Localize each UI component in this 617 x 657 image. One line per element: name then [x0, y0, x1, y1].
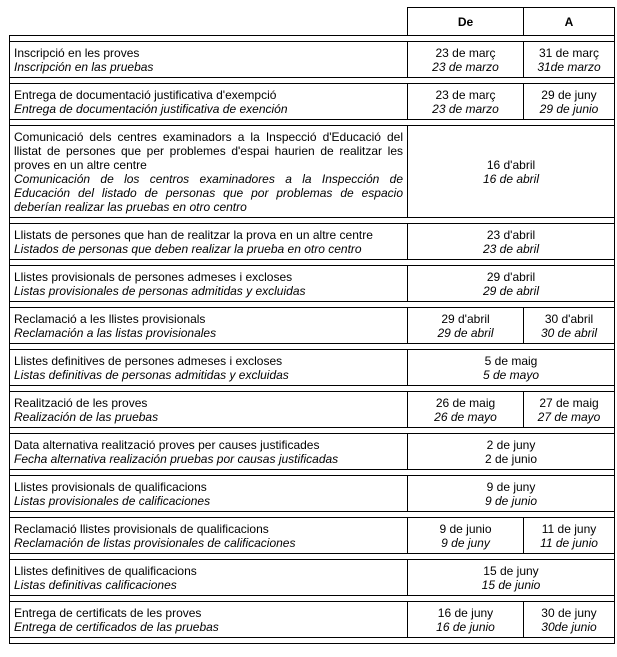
- table-header-row: [10, 8, 615, 36]
- row-description: [10, 434, 408, 470]
- description-catalan: Comunicació dels centres examinadors a la Inspecció d'Educació del llistat de persones que per problemes d'espai haurien de realitzar les proves en un altre centre: [14, 129, 403, 172]
- description-catalan: Llistes provisionals de persones admeses i excloses: [14, 269, 293, 284]
- date-from-spanish: 26 de mayo: [434, 409, 497, 424]
- row-description: [10, 392, 408, 428]
- description-spanish: Comunicación de los centros examinadores a la Inspección de Educación del listado de personas que por problemas de espacio deberían realizar las pruebas en otro centro: [14, 171, 403, 214]
- description-spanish: Fecha alternativa realización pruebas por causas justificadas: [14, 451, 339, 466]
- table-row: [10, 434, 615, 470]
- date-from-spanish: 29 de abril: [437, 325, 494, 340]
- row-description: [10, 224, 408, 260]
- date-single: [408, 224, 615, 260]
- table-row: [10, 602, 615, 638]
- date-to-catalan: 31 de març: [538, 45, 600, 60]
- date-from-catalan: 23 de març: [435, 45, 496, 60]
- date-catalan: 2 de juny: [486, 437, 536, 452]
- description-catalan: Reclamació llistes provisionals de qualificacions: [14, 521, 269, 536]
- row-description: [10, 350, 408, 386]
- date-to-catalan: 27 de maig: [539, 395, 599, 410]
- date-single: [408, 560, 615, 596]
- table-row: [10, 126, 615, 218]
- date-from-spanish: 23 de marzo: [432, 59, 499, 74]
- description-spanish: Reclamación de listas provisionales de calificaciones: [14, 535, 296, 550]
- table-row: [10, 308, 615, 344]
- description-spanish: Listas definitivas de personas admitidas y excluidas: [14, 367, 289, 382]
- description-spanish: Listados de personas que deben realizar la prueba en otro centro: [14, 241, 362, 256]
- date-from-catalan: 26 de maig: [435, 395, 496, 410]
- date-to-catalan: 30 d'abril: [544, 311, 594, 326]
- description-spanish: Listas definitivas calificaciones: [14, 577, 177, 592]
- date-to: [524, 518, 615, 554]
- date-from: [408, 42, 524, 78]
- header-from: De: [408, 8, 524, 36]
- header-to: A: [524, 8, 615, 36]
- row-description: [10, 84, 408, 120]
- date-spanish: 23 de abril: [482, 241, 540, 256]
- row-description: [10, 560, 408, 596]
- row-description: [10, 308, 408, 344]
- date-from-spanish: 23 de marzo: [432, 101, 499, 116]
- description-catalan: Data alternativa realització proves per causes justificades: [14, 437, 320, 452]
- date-single: [408, 476, 615, 512]
- description-catalan: Reclamació a les llistes provisionals: [14, 311, 206, 326]
- description-spanish: Entrega de documentación justificativa de exención: [14, 101, 288, 116]
- date-from: [408, 518, 524, 554]
- row-spacer: [10, 638, 615, 644]
- date-single: [408, 350, 615, 386]
- date-from-catalan: 16 de juny: [437, 605, 494, 620]
- row-description: [10, 518, 408, 554]
- date-catalan: 9 de juny: [486, 479, 536, 494]
- date-from: [408, 308, 524, 344]
- table-row: [10, 350, 615, 386]
- date-catalan: 16 d'abril: [486, 157, 536, 172]
- date-to: [524, 308, 615, 344]
- table-row: [10, 560, 615, 596]
- row-description: [10, 476, 408, 512]
- date-to-catalan: 30 de juny: [541, 605, 597, 620]
- row-description: [10, 126, 408, 218]
- table-row: [10, 518, 615, 554]
- date-to-spanish: 30 de abril: [540, 325, 598, 340]
- description-catalan: Llistes definitives de qualificacions: [14, 563, 197, 578]
- header-blank-cell: [10, 8, 408, 36]
- date-to: [524, 84, 615, 120]
- date-catalan: 29 d'abril: [486, 269, 536, 284]
- table-row: [10, 42, 615, 78]
- date-to: [524, 602, 615, 638]
- date-to-spanish: 27 de mayo: [537, 409, 601, 424]
- date-to-catalan: 11 de juny: [541, 521, 597, 536]
- description-catalan: Entrega de documentació justificativa d'exempció: [14, 87, 277, 102]
- date-from-catalan: 9 de junio: [439, 521, 492, 536]
- date-to: [524, 42, 615, 78]
- date-from: [408, 84, 524, 120]
- date-to-spanish: 11 de junio: [540, 535, 598, 550]
- date-to-spanish: 29 de junio: [539, 101, 599, 116]
- date-to-spanish: 31de marzo: [537, 59, 601, 74]
- date-from: [408, 602, 524, 638]
- date-to-catalan: 29 de juny: [541, 87, 597, 102]
- row-description: [10, 266, 408, 302]
- schedule-table: [9, 7, 615, 644]
- date-from-catalan: 23 de març: [435, 87, 496, 102]
- row-description: [10, 602, 408, 638]
- date-from: [408, 392, 524, 428]
- description-catalan: Entrega de certificats de les proves: [14, 605, 202, 620]
- table-row: [10, 266, 615, 302]
- description-spanish: Entrega de certificados de las pruebas: [14, 619, 219, 634]
- description-spanish: Inscripción en las pruebas: [14, 59, 154, 74]
- description-catalan: Realització de les proves: [14, 395, 148, 410]
- date-single: [408, 266, 615, 302]
- description-spanish: Reclamación a las listas provisionales: [14, 325, 217, 340]
- date-spanish: 2 de junio: [484, 451, 538, 466]
- description-spanish: Realización de las pruebas: [14, 409, 159, 424]
- date-single: [408, 126, 615, 218]
- date-spanish: 5 de mayo: [482, 367, 540, 382]
- table-row: [10, 224, 615, 260]
- date-from-catalan: 29 d'abril: [441, 311, 490, 326]
- table-row: [10, 84, 615, 120]
- date-single: [408, 434, 615, 470]
- row-description: [10, 42, 408, 78]
- description-catalan: Llistats de persones que han de realitzar la prova en un altre centre: [14, 227, 373, 242]
- date-spanish: 16 de abril: [482, 171, 540, 186]
- table-row: [10, 476, 615, 512]
- date-spanish: 15 de junio: [481, 577, 541, 592]
- date-catalan: 23 d'abril: [486, 227, 536, 242]
- date-catalan: 15 de juny: [483, 563, 539, 578]
- description-catalan: Inscripció en les proves: [14, 45, 140, 60]
- table-row: [10, 392, 615, 428]
- date-spanish: 29 de abril: [482, 283, 540, 298]
- date-from-spanish: 16 de junio: [436, 619, 495, 634]
- date-catalan: 5 de maig: [484, 353, 538, 368]
- date-to-spanish: 30de junio: [541, 619, 597, 634]
- date-to: [524, 392, 615, 428]
- description-spanish: Listas provisionales de personas admitidas y excluidas: [14, 283, 306, 298]
- description-catalan: Llistes provisionals de qualificacions: [14, 479, 207, 494]
- description-catalan: Llistes definitives de persones admeses i excloses: [14, 353, 283, 368]
- description-spanish: Listas provisionales de calificaciones: [14, 493, 211, 508]
- date-from-spanish: 9 de juny: [441, 535, 490, 550]
- date-spanish: 9 de junio: [484, 493, 538, 508]
